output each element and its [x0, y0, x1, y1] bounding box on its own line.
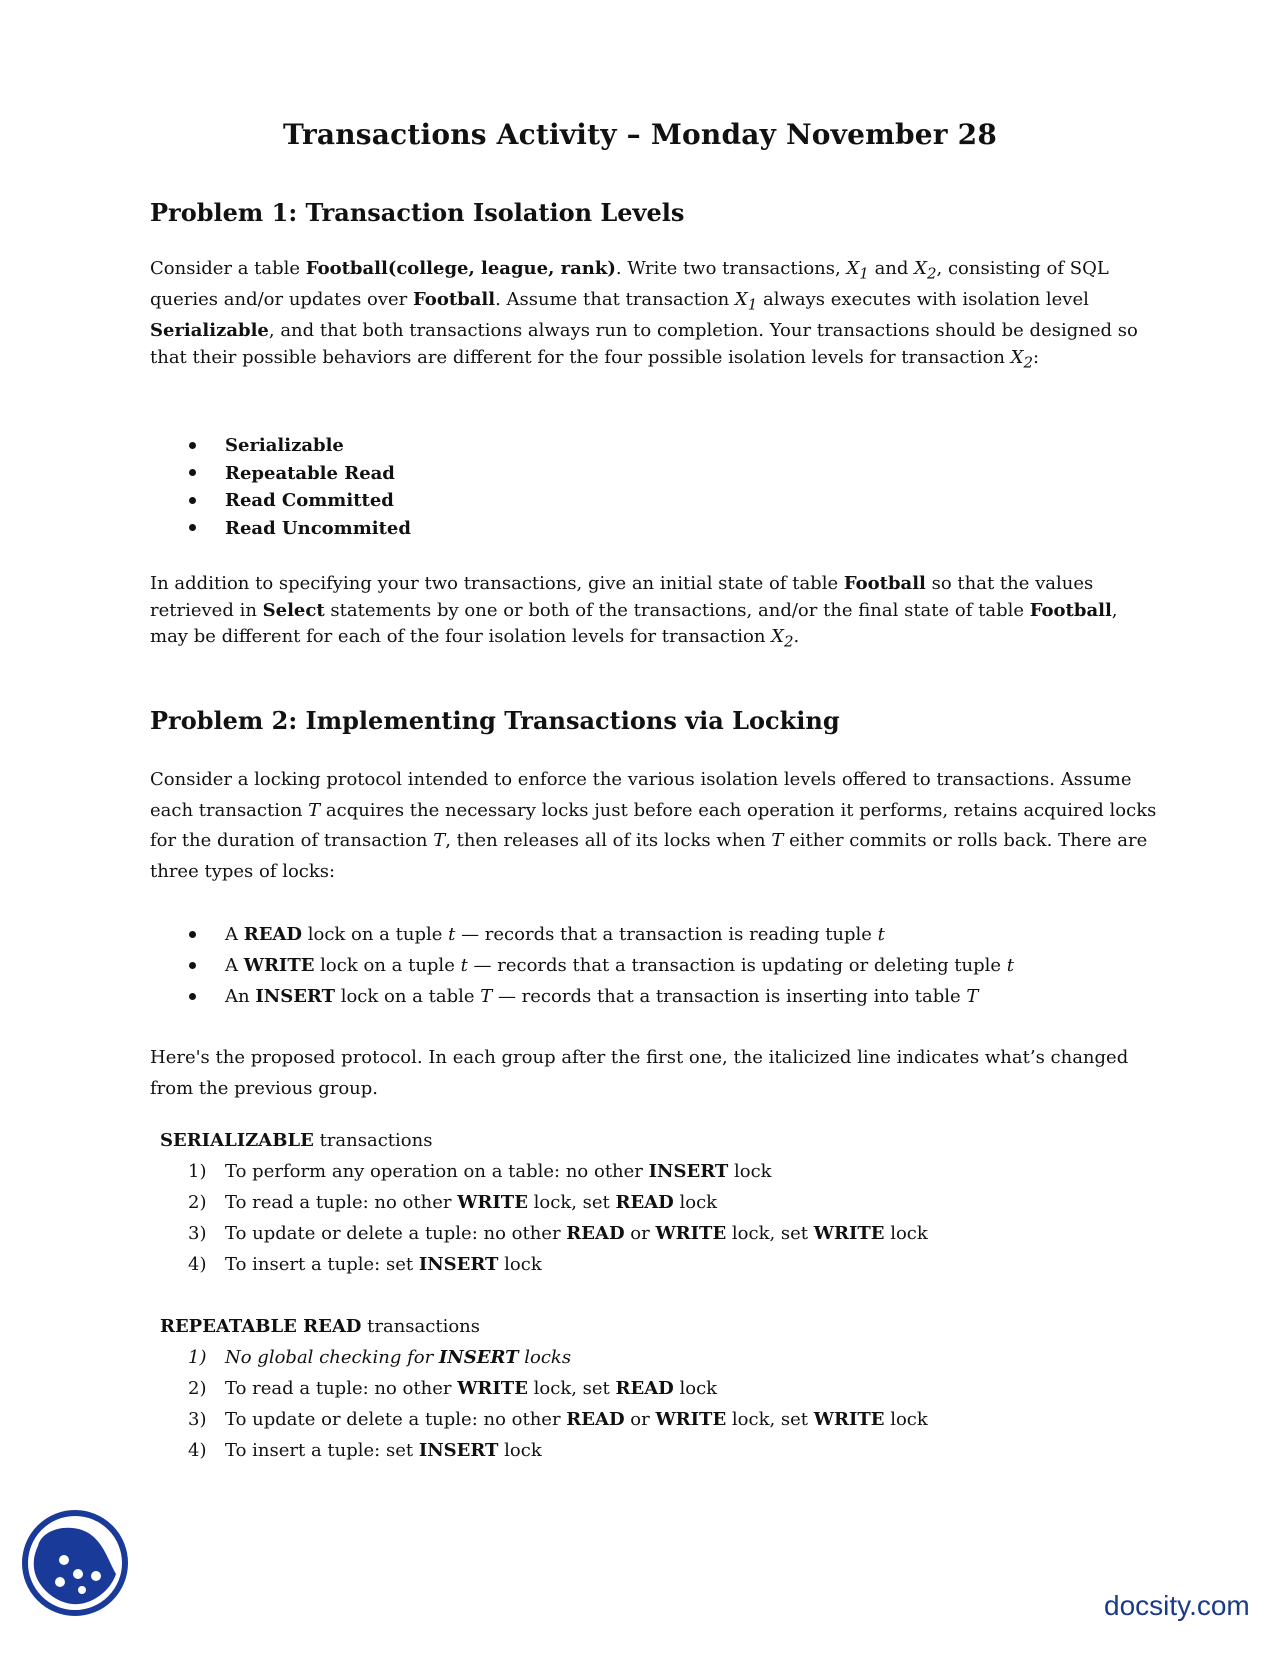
addition-text: In addition to specifying your two transactions, give an initial state of table — [150, 573, 844, 594]
step-text: lock — [884, 1223, 928, 1244]
step-number: 3) — [188, 1223, 207, 1244]
var-sub: 1 — [859, 264, 869, 283]
bullet-icon — [189, 993, 196, 1000]
step-text: To perform any operation on a table: no other — [225, 1161, 649, 1182]
step-text: To insert a tuple: set — [225, 1440, 419, 1461]
addition-text: so that the values retrieved in — [150, 573, 1094, 621]
var-t: T — [480, 986, 493, 1007]
lock-text: lock on a table — [334, 986, 481, 1007]
step-text: To insert a tuple: set — [225, 1254, 419, 1275]
repeatable-read-group-heading — [160, 1311, 480, 1342]
lock-type: INSERT — [648, 1161, 729, 1182]
step-number: 2) — [188, 1192, 207, 1213]
step-text: No global checking for — [225, 1347, 439, 1368]
step-text: To read a tuple: no other — [225, 1192, 458, 1213]
lock-types-list — [150, 919, 1014, 1012]
isolation-level: Serializable — [225, 435, 344, 456]
intro-text: . Write two transactions, — [615, 258, 847, 279]
lock-text: A — [225, 955, 244, 976]
bullet-icon — [189, 497, 196, 504]
lock-type: WRITE — [655, 1409, 727, 1430]
step-text: or — [624, 1223, 656, 1244]
isolation-levels-list — [150, 432, 411, 542]
isolation-level: Repeatable Read — [225, 462, 395, 484]
page-title: Transactions Activity – Monday November 28 — [282, 118, 998, 151]
list-item — [150, 950, 1014, 981]
intro-text: : — [1033, 346, 1040, 368]
step-text: lock — [498, 1254, 542, 1275]
var-t: t — [448, 924, 456, 945]
step-text: lock — [673, 1378, 718, 1399]
lock-text: — records that a transaction is updating or deleting tuple — [467, 955, 1007, 976]
step-text: To read a tuple: no other — [225, 1378, 458, 1399]
var-t: T — [433, 830, 446, 852]
var-t: t — [1006, 955, 1015, 976]
step-text: lock — [498, 1440, 542, 1461]
lock-type: READ — [566, 1409, 625, 1430]
lock-text: lock on a tuple — [302, 924, 449, 945]
problem1-addition-paragraph — [150, 571, 1160, 655]
lock-type: WRITE — [457, 1378, 528, 1399]
step-item — [150, 1249, 928, 1280]
intro-text: , consisting of SQL queries and/or updates over — [150, 258, 1109, 311]
table-name: Football — [413, 289, 496, 311]
step-text: lock, set — [726, 1409, 814, 1430]
intro-text: Consider a table — [150, 258, 306, 279]
var-x: X — [771, 626, 784, 648]
isolation-level: Read Uncommited — [225, 517, 411, 539]
lock-type: READ — [566, 1223, 625, 1244]
step-text: or — [624, 1409, 656, 1430]
list-item — [150, 487, 411, 515]
group-label: transactions — [313, 1130, 433, 1151]
problem1-intro-paragraph — [150, 256, 1160, 376]
lock-type: WRITE — [813, 1223, 885, 1244]
lock-type: WRITE — [813, 1409, 885, 1430]
step-item — [150, 1218, 928, 1249]
lock-type: READ — [243, 924, 302, 945]
step-number: 4) — [188, 1254, 207, 1275]
group-level: SERIALIZABLE — [160, 1130, 314, 1151]
serializable-steps — [150, 1156, 928, 1280]
var-sub: 1 — [747, 295, 758, 314]
table-name: Football — [1029, 599, 1112, 621]
var-t: t — [460, 955, 468, 976]
lock-type: INSERT — [418, 1254, 499, 1275]
docsity-brand-link[interactable]: docsity.com — [1104, 1590, 1250, 1621]
step-item — [150, 1373, 928, 1404]
serializable-group-heading — [160, 1125, 432, 1156]
lock-text: An — [225, 986, 256, 1007]
var-sub: 2 — [926, 264, 937, 283]
problem1-heading: Problem 1: Transaction Isolation Levels — [150, 198, 685, 227]
intro-text: always executes with isolation level — [757, 289, 1089, 311]
intro-text: acquires the necessary locks just before each operation it performs, retains acquired locks for the duration of transaction — [150, 799, 1157, 852]
lock-type: WRITE — [655, 1223, 727, 1244]
addition-text: statements by one or both of the transactions, and/or the final state of table — [324, 599, 1030, 621]
step-text: lock — [673, 1192, 718, 1213]
step-text: lock — [728, 1161, 772, 1182]
problem2-intro-paragraph — [150, 765, 1160, 888]
lock-type: READ — [615, 1192, 674, 1213]
lock-type: INSERT — [438, 1347, 519, 1368]
bullet-icon — [189, 931, 196, 938]
var-t: t — [877, 924, 885, 945]
lock-text: lock on a tuple — [314, 955, 461, 976]
step-text: To update or delete a tuple: no other — [225, 1409, 567, 1430]
problem2-heading: Problem 2: Implementing Transactions via Locking — [150, 706, 840, 735]
step-text: lock — [884, 1409, 928, 1430]
step-number: 4) — [188, 1440, 207, 1461]
table-name: Football — [843, 573, 926, 594]
var-t: T — [771, 830, 784, 852]
isolation-level-name: Serializable — [150, 320, 269, 342]
list-item — [150, 981, 1014, 1012]
group-level: REPEATABLE READ — [160, 1316, 362, 1337]
step-text: lock, set — [726, 1223, 814, 1244]
intro-text: and — [868, 258, 915, 279]
docsity-logo-icon[interactable] — [20, 1508, 130, 1618]
step-number: 1) — [188, 1161, 207, 1182]
step-item-changed — [150, 1342, 928, 1373]
isolation-level: Read Committed — [225, 490, 394, 511]
group-label: transactions — [361, 1316, 480, 1337]
addition-text: , may be different for each of the four isolation levels for transaction — [150, 599, 1118, 648]
lock-type: WRITE — [243, 955, 315, 976]
intro-text: , then releases all of its locks when — [445, 830, 772, 852]
var-x: X — [1010, 346, 1024, 368]
step-item — [150, 1156, 928, 1187]
var-t: T — [966, 986, 979, 1007]
lock-type: READ — [615, 1378, 674, 1399]
bullet-icon — [189, 524, 196, 531]
intro-text: Consider a locking protocol intended to enforce the various isolation levels offered to transactions. Assume each transaction — [150, 769, 1132, 821]
step-number: 3) — [188, 1409, 207, 1430]
var-sub: 2 — [1023, 353, 1034, 372]
var-x: X — [734, 289, 748, 311]
bullet-icon — [189, 962, 196, 969]
intro-text: , and that both transactions always run to completion. Your transactions should be designed so that their possible behaviors are different for the four possible isolation levels for transaction — [150, 320, 1138, 368]
step-text: lock, set — [527, 1378, 616, 1399]
protocol-intro-paragraph: Here's the proposed protocol. In each group after the first one, the italicized line indicates what’s changed from the previous group. — [150, 1047, 1129, 1099]
sql-keyword: Select — [262, 599, 325, 621]
step-text: locks — [518, 1347, 572, 1368]
step-text: To update or delete a tuple: no other — [225, 1223, 567, 1244]
list-item — [150, 919, 1014, 950]
lock-type: WRITE — [457, 1192, 528, 1213]
var-sub: 2 — [783, 632, 794, 651]
step-item — [150, 1404, 928, 1435]
lock-text: — records that a transaction is inserting into table — [492, 986, 967, 1007]
addition-text: . — [793, 626, 800, 648]
bullet-icon — [189, 469, 196, 476]
step-text: lock, set — [527, 1192, 616, 1213]
list-item — [150, 460, 411, 488]
step-number: 1) — [188, 1347, 207, 1368]
list-item — [150, 515, 411, 543]
step-item — [150, 1187, 928, 1218]
step-number: 2) — [188, 1378, 207, 1399]
var-x: X — [846, 258, 860, 279]
step-item — [150, 1435, 928, 1466]
intro-text: either commits or rolls back. There are three types of locks: — [150, 830, 1148, 883]
repeatable-read-steps — [150, 1342, 928, 1466]
table-schema: Football(college, league, rank) — [305, 258, 616, 279]
lock-type: INSERT — [418, 1440, 499, 1461]
intro-text: . Assume that transaction — [495, 289, 735, 311]
lock-text: A — [225, 924, 244, 945]
var-t: T — [308, 799, 321, 821]
var-x: X — [914, 258, 927, 279]
bullet-icon — [189, 442, 196, 449]
lock-text: — records that a transaction is reading tuple — [455, 924, 878, 945]
list-item — [150, 432, 411, 460]
lock-type: INSERT — [255, 986, 335, 1007]
